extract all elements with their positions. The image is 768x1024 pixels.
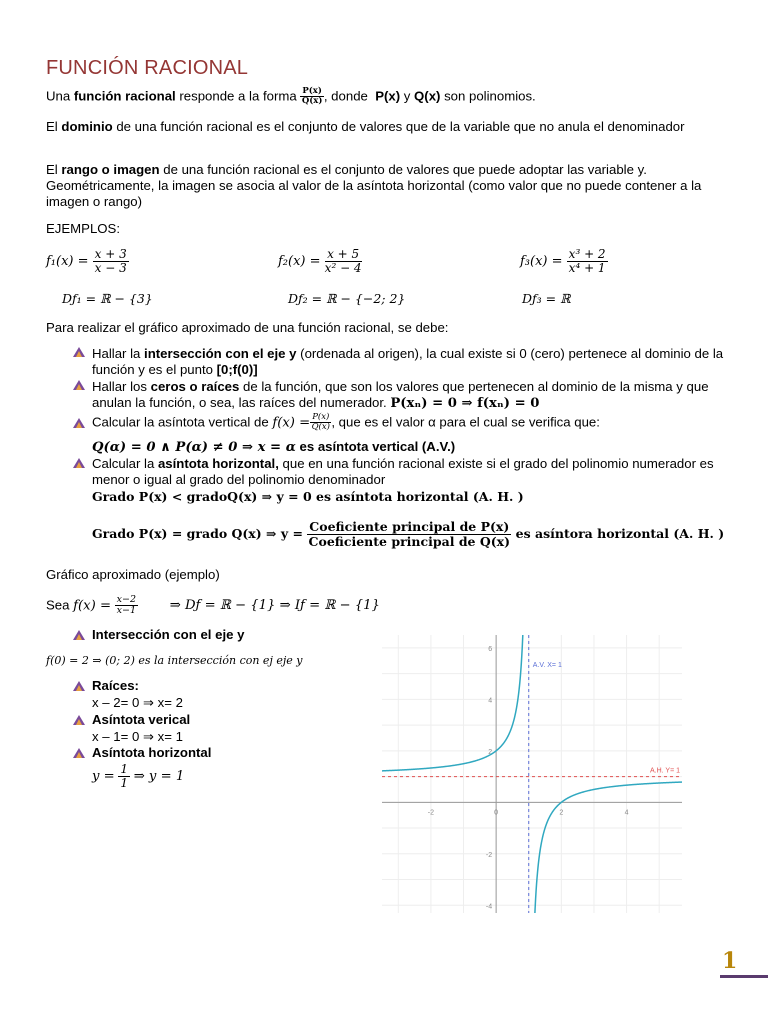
y-tick-label: -4	[485, 903, 493, 911]
roots-equation: x – 2= 0 ⇒ x= 2	[92, 695, 183, 710]
bullet-icon	[72, 379, 86, 391]
intro-paragraph: Una función racional responde a la forma $\frac{P(x)}{Q(x)}$ , donde P(x) y Q(x) son polinomios.	[46, 86, 536, 107]
horizontal-asymptote-label: A.H. Y= 1	[649, 767, 680, 775]
bullet-icon	[72, 680, 86, 692]
horizontal-asymptote-equation: y = $\frac{1}{1}$ ⇒ y = 1	[92, 762, 185, 791]
example-3: f₃(x) = $\frac{\text{x³ + 2}}{\text{x⁴ + 1}}$	[520, 247, 606, 276]
example-3-domain: Dƒ₃ = ℝ	[522, 291, 571, 306]
horizontal-asymptote-heading: Asíntota horizontal	[92, 745, 212, 760]
page-title: FUNCIÓN RACIONAL	[46, 57, 249, 79]
steps-lead: Para realizar el gráfico aproximado de una función racional, se debe:	[46, 320, 449, 335]
step-roots: Hallar los ceros o raíces de la función, que son los valores que pertenecen al dominio de la misma y que anulan la función, o sea, las raíces del numerador. P(xₙ) = 0 ⇒ f(xₙ) = 0	[92, 379, 709, 411]
example-2-domain: Dƒ₂ = ℝ − {−2; 2}	[288, 291, 406, 306]
x-tick-label: -2	[427, 809, 435, 817]
bullet-icon	[72, 714, 86, 726]
example-1-domain: Dƒ₁ = ℝ − {3}	[62, 291, 153, 306]
example-2: f₂(x) = $\frac{x + 5}{\text{x² − 4}}$	[278, 247, 362, 276]
y-tick-label: 4	[488, 697, 493, 705]
y-tick-label: 6	[488, 645, 493, 653]
y-tick-label: 2	[488, 748, 493, 756]
bullet-icon	[72, 629, 86, 641]
step-vertical-asymptote-condition: Q(α) = 0 ∧ P(α) ≠ 0 ⇒ x = α es asíntota vertical (A.V.)	[92, 439, 456, 455]
step-intersection-y: Hallar la intersección con el eje y (ordenada al origen), la cual existe si 0 (cero) pertenece al dominio de la función y es el punto [0;f(0)]	[92, 346, 724, 377]
function-graph	[382, 635, 682, 913]
horizontal-asymptote-rule-1: Grado P(x) < gradoQ(x) ⇒ y = 0 es asíntota horizontal (A. H. )	[92, 489, 524, 504]
page-number: 1	[722, 948, 738, 974]
step-horizontal-asymptote: Calcular la asíntota horizontal, que en una función racional existe si el grado del polinomio numerador es menor o igual al grado del polinomio denominador	[92, 456, 714, 487]
y-tick-label: -2	[485, 851, 493, 859]
intersection-equation: f(0) = 2 ⇒ (0; 2) es la intersección con ej eje y	[46, 654, 303, 667]
examples-label: EJEMPLOS:	[46, 221, 121, 236]
intersection-heading: Intersección con el eje y	[92, 627, 245, 642]
bullet-icon	[72, 346, 86, 358]
x-tick-label: 4	[624, 809, 629, 817]
example-function: Sea f(x) = $\frac{x-2}{x-1}$ ⇒ Dƒ = ℝ − {1} ⇒ Iƒ = ℝ − {1}	[46, 594, 380, 617]
domain-paragraph: El dominio de una función racional es el conjunto de valores que de la variable que no anula el denominador	[46, 119, 685, 134]
roots-heading: Raíces:	[92, 678, 139, 693]
vertical-asymptote-equation: x – 1= 0 ⇒ x= 1	[92, 729, 183, 744]
vertical-asymptote-label: A.V. X= 1	[532, 662, 562, 669]
page-number-bar	[720, 975, 768, 978]
bullet-icon	[72, 417, 86, 429]
x-tick-label: 2	[559, 809, 564, 817]
graph-example-label: Gráfico aproximado (ejemplo)	[46, 567, 220, 582]
curve-right-branch	[535, 782, 682, 913]
bullet-icon	[72, 747, 86, 759]
example-1: f₁(x) = $\frac{x + 3}{x - 3}$	[46, 247, 127, 276]
x-tick-label: 0	[494, 809, 499, 817]
range-paragraph: El rango o imagen de una función racional es el conjunto de valores que puede adoptar las variable y. Geométricamente, la imagen se asocia al valor de la asíntota horizontal (como valor que no puede contener a la imagen o rango)	[46, 162, 702, 209]
bullet-icon	[72, 457, 86, 469]
vertical-asymptote-heading: Asíntota verical	[92, 712, 191, 727]
step-vertical-asymptote: Calcular la asíntota vertical de f(x) = $\frac{P(x)}{Q(x)}$ , que es el valor α para el cual se verifica que:	[92, 412, 600, 433]
horizontal-asymptote-rule-2: Grado P(x) = grado Q(x) ⇒ y = $\frac{\text{Coeficiente principal de P(x)}}{\text{Coeficiente principal de Q(x)}}$ es asíntora horizontal (A. H. )	[92, 519, 725, 549]
